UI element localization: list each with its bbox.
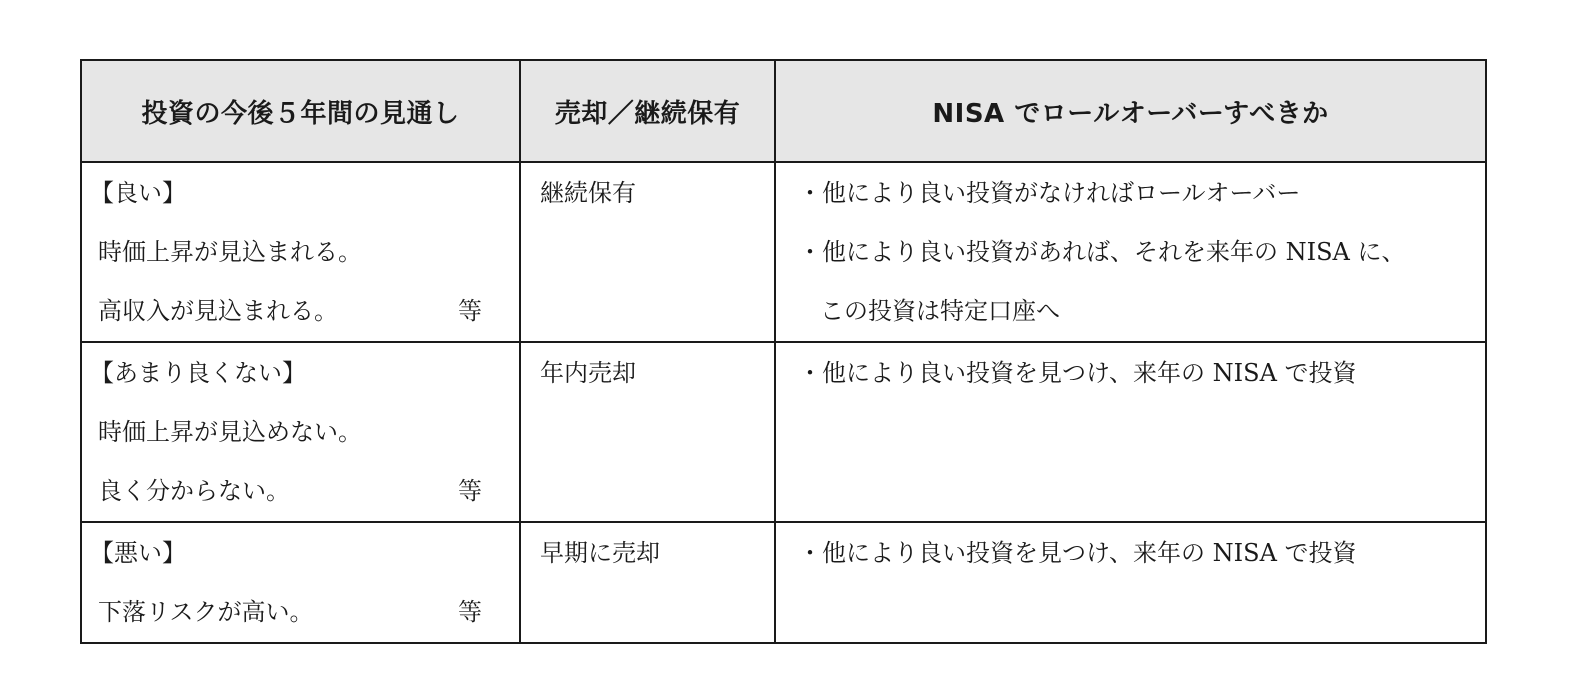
outlook-cell <box>81 522 520 643</box>
action-text: 継続保有 <box>540 179 636 207</box>
table-row <box>81 342 1486 522</box>
outlook-cell <box>81 342 520 522</box>
advice-line: ・他により良い投資がなければロールオーバー <box>798 179 1301 207</box>
outlook-line: 時価上昇が見込まれる。 <box>98 238 362 266</box>
outlook-label: 【良い】 <box>90 179 186 207</box>
outlook-line: 下落リスクが高い。 <box>98 598 314 626</box>
outlook-line: 時価上昇が見込めない。 <box>98 418 362 446</box>
table-row <box>81 522 1486 643</box>
header-rollover: NISA でロールオーバーすべきか <box>775 60 1486 162</box>
etc-mark: 等 <box>458 477 482 505</box>
action-text: 早期に売却 <box>540 539 660 567</box>
advice-cell <box>775 342 1486 522</box>
action-cell <box>520 342 775 522</box>
outlook-label: 【悪い】 <box>90 539 186 567</box>
advice-line: ・他により良い投資を見つけ、来年の NISA で投資 <box>798 539 1357 567</box>
advice-line: この投資は特定口座へ <box>820 297 1060 325</box>
etc-mark: 等 <box>458 297 482 325</box>
advice-cell <box>775 522 1486 643</box>
action-text: 年内売却 <box>540 359 636 387</box>
advice-cell <box>775 162 1486 342</box>
header-outlook: 投資の今後５年間の見通し <box>81 60 520 162</box>
header-action: 売却／継続保有 <box>520 60 775 162</box>
action-cell <box>520 162 775 342</box>
action-cell <box>520 522 775 643</box>
advice-line: ・他により良い投資があれば、それを来年の NISA に、 <box>798 238 1406 266</box>
etc-mark: 等 <box>458 598 482 626</box>
outlook-line: 高収入が見込まれる。 <box>98 297 338 325</box>
nisa-rollover-table <box>80 59 1487 644</box>
outlook-line: 良く分からない。 <box>98 477 290 505</box>
table-row <box>81 162 1486 342</box>
header-row <box>81 60 1486 162</box>
outlook-label: 【あまり良くない】 <box>90 359 306 387</box>
outlook-cell <box>81 162 520 342</box>
advice-line: ・他により良い投資を見つけ、来年の NISA で投資 <box>798 359 1357 387</box>
